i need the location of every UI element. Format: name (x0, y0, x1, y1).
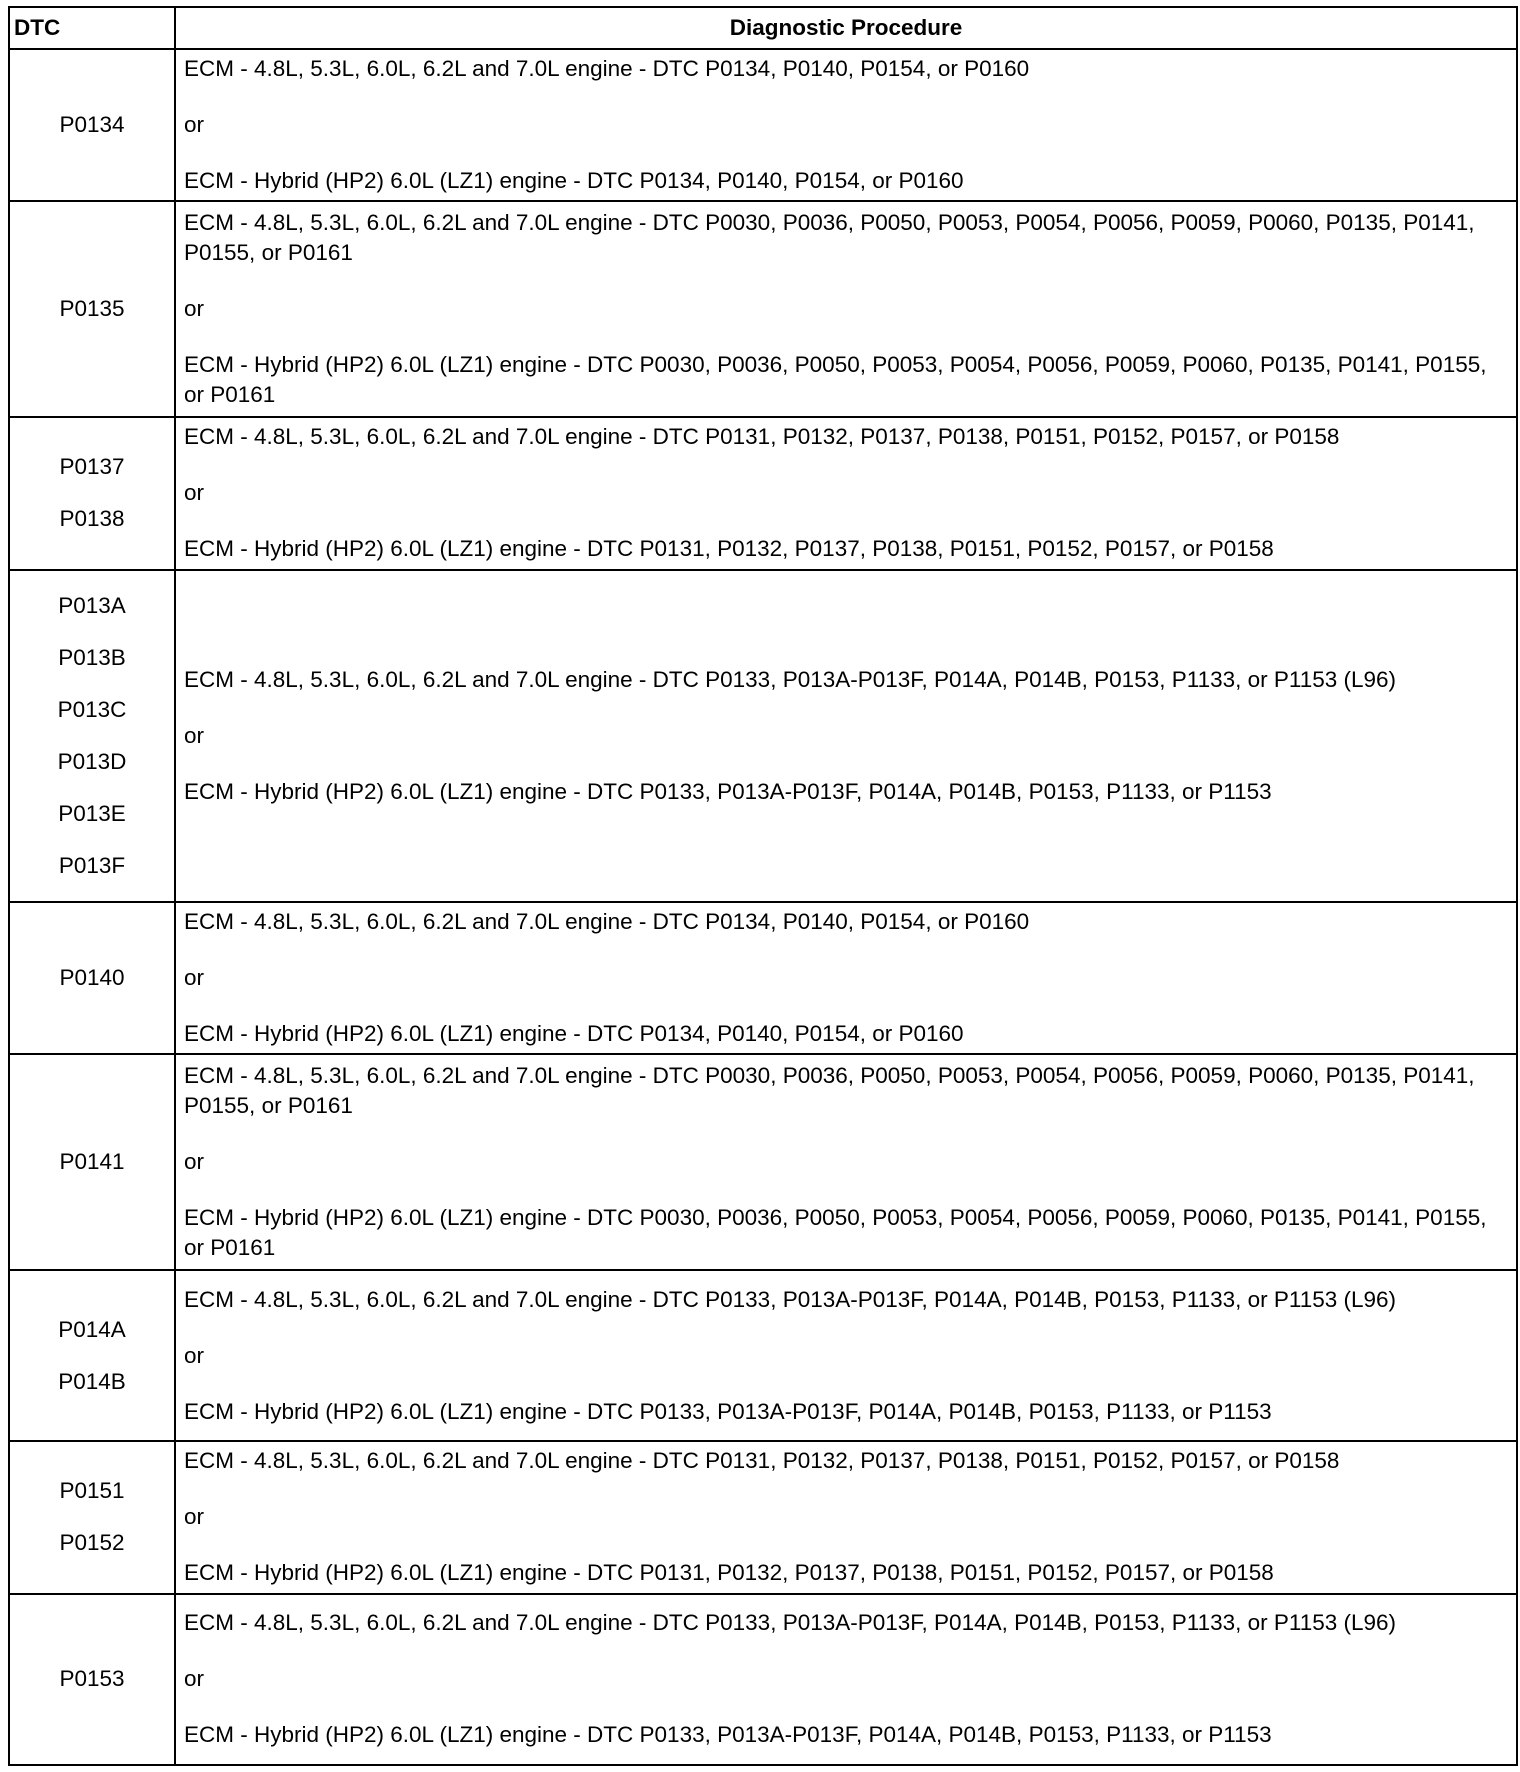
procedure-cell (175, 1270, 1517, 1441)
header-diagnostic-procedure: Diagnostic Procedure (175, 7, 1517, 49)
procedure-cell (175, 1441, 1517, 1593)
procedure-link[interactable]: ECM - Hybrid (HP2) 6.0L (LZ1) engine - DTC P0131, P0132, P0137, P0138, P0151, P0152, P0157, or P0158 (184, 1560, 1274, 1586)
procedure-link[interactable]: ECM - Hybrid (HP2) 6.0L (LZ1) engine - DTC P0133, P013A-P013F, P014A, P014B, P0153, P1133, or P1153 (184, 1398, 1272, 1424)
procedure-link[interactable]: ECM - 4.8L, 5.3L, 6.0L, 6.2L and 7.0L engine - DTC P0133, P013A-P013F, P014A, P014B, P0153, P1133, or P1153 (L96) (184, 1610, 1397, 1636)
table-body (9, 49, 1517, 1765)
procedure-link[interactable]: ECM - 4.8L, 5.3L, 6.0L, 6.2L and 7.0L engine - DTC P0131, P0132, P0137, P0138, P0151, P0152, P0157, or P0158 (184, 424, 1340, 450)
paragraph-gap (184, 1476, 1508, 1502)
dtc-cell (9, 1054, 175, 1270)
paragraph-gap (184, 1315, 1508, 1341)
table-row (9, 417, 1517, 569)
dtc-code: P0135 (59, 296, 125, 322)
dtc-code: P0140 (59, 964, 125, 990)
table-row (9, 570, 1517, 902)
procedure-link[interactable]: ECM - Hybrid (HP2) 6.0L (LZ1) engine - DTC P0131, P0132, P0137, P0138, P0151, P0152, P0157, or P0158 (184, 536, 1274, 562)
table-row (9, 902, 1517, 1054)
or-separator: or (184, 1504, 205, 1530)
dtc-cell (9, 201, 175, 417)
dtc-code: P014B (58, 1368, 126, 1394)
procedure-cell (175, 49, 1517, 201)
or-separator: or (184, 480, 205, 506)
table-wrapper (8, 6, 1516, 1766)
procedure-cell (175, 570, 1517, 902)
procedure-link[interactable]: ECM - 4.8L, 5.3L, 6.0L, 6.2L and 7.0L engine - DTC P0134, P0140, P0154, or P0160 (184, 908, 1030, 934)
dtc-code: P013B (58, 644, 126, 670)
dtc-code: P013F (58, 852, 126, 878)
dtc-code: P014A (58, 1316, 126, 1342)
procedure-link[interactable]: ECM - Hybrid (HP2) 6.0L (LZ1) engine - DTC P0133, P013A-P013F, P014A, P014B, P0153, P1133, or P1153 (184, 1722, 1272, 1748)
or-separator: or (184, 296, 205, 322)
procedure-cell (175, 1054, 1517, 1270)
paragraph-gap (184, 1371, 1508, 1397)
or-separator: or (184, 112, 205, 138)
procedure-link[interactable]: ECM - 4.8L, 5.3L, 6.0L, 6.2L and 7.0L engine - DTC P0134, P0140, P0154, or P0160 (184, 56, 1030, 82)
dtc-code: P0141 (59, 1148, 125, 1174)
or-separator: or (184, 964, 205, 990)
procedure-cell (175, 902, 1517, 1054)
paragraph-gap (184, 993, 1508, 1019)
procedure-link[interactable]: ECM - 4.8L, 5.3L, 6.0L, 6.2L and 7.0L engine - DTC P0133, P013A-P013F, P014A, P014B, P0153, P1133, or P1153 (L96) (184, 1286, 1397, 1312)
paragraph-gap (184, 1121, 1508, 1147)
paragraph-gap (184, 1694, 1508, 1720)
dtc-cell (9, 417, 175, 569)
procedure-link[interactable]: ECM - Hybrid (HP2) 6.0L (LZ1) engine - DTC P0030, P0036, P0050, P0053, P0054, P0056, P0059, P0060, P0135, P0141, P0155, or P0161 (184, 352, 1487, 408)
paragraph-gap (184, 324, 1508, 350)
header-dtc: DTC (9, 7, 175, 49)
table-header (9, 7, 1517, 49)
dtc-cell (9, 1594, 175, 1765)
paragraph-gap (184, 508, 1508, 534)
paragraph-gap (184, 140, 1508, 166)
procedure-link[interactable]: ECM - Hybrid (HP2) 6.0L (LZ1) engine - DTC P0134, P0140, P0154, or P0160 (184, 168, 964, 194)
paragraph-gap (184, 452, 1508, 478)
paragraph-gap (184, 695, 1508, 721)
dtc-cell (9, 1441, 175, 1593)
procedure-link[interactable]: ECM - Hybrid (HP2) 6.0L (LZ1) engine - DTC P0030, P0036, P0050, P0053, P0054, P0056, P0059, P0060, P0135, P0141, P0155, or P0161 (184, 1204, 1487, 1260)
paragraph-gap (184, 84, 1508, 110)
table-row (9, 201, 1517, 417)
table-row (9, 1054, 1517, 1270)
dtc-code: P0152 (59, 1530, 125, 1556)
dtc-cell (9, 570, 175, 902)
procedure-link[interactable]: ECM - 4.8L, 5.3L, 6.0L, 6.2L and 7.0L engine - DTC P0131, P0132, P0137, P0138, P0151, P0152, P0157, or P0158 (184, 1448, 1340, 1474)
dtc-code: P013C (57, 696, 127, 722)
dtc-cell (9, 1270, 175, 1441)
header-row (9, 7, 1517, 49)
or-separator: or (184, 1342, 205, 1368)
table-row (9, 1594, 1517, 1765)
paragraph-gap (184, 268, 1508, 294)
or-separator: or (184, 722, 205, 748)
dtc-code: P013E (58, 800, 126, 826)
paragraph-gap (184, 937, 1508, 963)
dtc-cell (9, 49, 175, 201)
dtc-code: P013A (58, 592, 126, 618)
dtc-diagnostic-table (8, 6, 1518, 1766)
dtc-code: P013D (57, 748, 127, 774)
procedure-cell (175, 201, 1517, 417)
dtc-table-container (8, 6, 1516, 1766)
procedure-link[interactable]: ECM - 4.8L, 5.3L, 6.0L, 6.2L and 7.0L engine - DTC P0030, P0036, P0050, P0053, P0054, P0056, P0059, P0060, P0135, P0141, P0155, or P0161 (184, 1062, 1475, 1118)
procedure-link[interactable]: ECM - Hybrid (HP2) 6.0L (LZ1) engine - DTC P0134, P0140, P0154, or P0160 (184, 1020, 964, 1046)
table-row (9, 49, 1517, 201)
paragraph-gap (184, 1532, 1508, 1558)
procedure-cell (175, 1594, 1517, 1765)
dtc-code: P0153 (59, 1666, 125, 1692)
procedure-cell (175, 417, 1517, 569)
dtc-code: P0138 (59, 506, 125, 532)
table-row (9, 1441, 1517, 1593)
procedure-link[interactable]: ECM - 4.8L, 5.3L, 6.0L, 6.2L and 7.0L engine - DTC P0030, P0036, P0050, P0053, P0054, P0056, P0059, P0060, P0135, P0141, P0155, or P0161 (184, 210, 1475, 266)
procedure-link[interactable]: ECM - 4.8L, 5.3L, 6.0L, 6.2L and 7.0L engine - DTC P0133, P013A-P013F, P014A, P014B, P0153, P1133, or P1153 (L96) (184, 666, 1397, 692)
or-separator: or (184, 1666, 205, 1692)
procedure-link[interactable]: ECM - Hybrid (HP2) 6.0L (LZ1) engine - DTC P0133, P013A-P013F, P014A, P014B, P0153, P1133, or P1153 (184, 778, 1272, 804)
or-separator: or (184, 1148, 205, 1174)
table-row (9, 1270, 1517, 1441)
dtc-code: P0151 (59, 1478, 125, 1504)
dtc-code: P0137 (59, 454, 125, 480)
dtc-code: P0134 (59, 112, 125, 138)
dtc-cell (9, 902, 175, 1054)
paragraph-gap (184, 1177, 1508, 1203)
paragraph-gap (184, 751, 1508, 777)
paragraph-gap (184, 1638, 1508, 1664)
